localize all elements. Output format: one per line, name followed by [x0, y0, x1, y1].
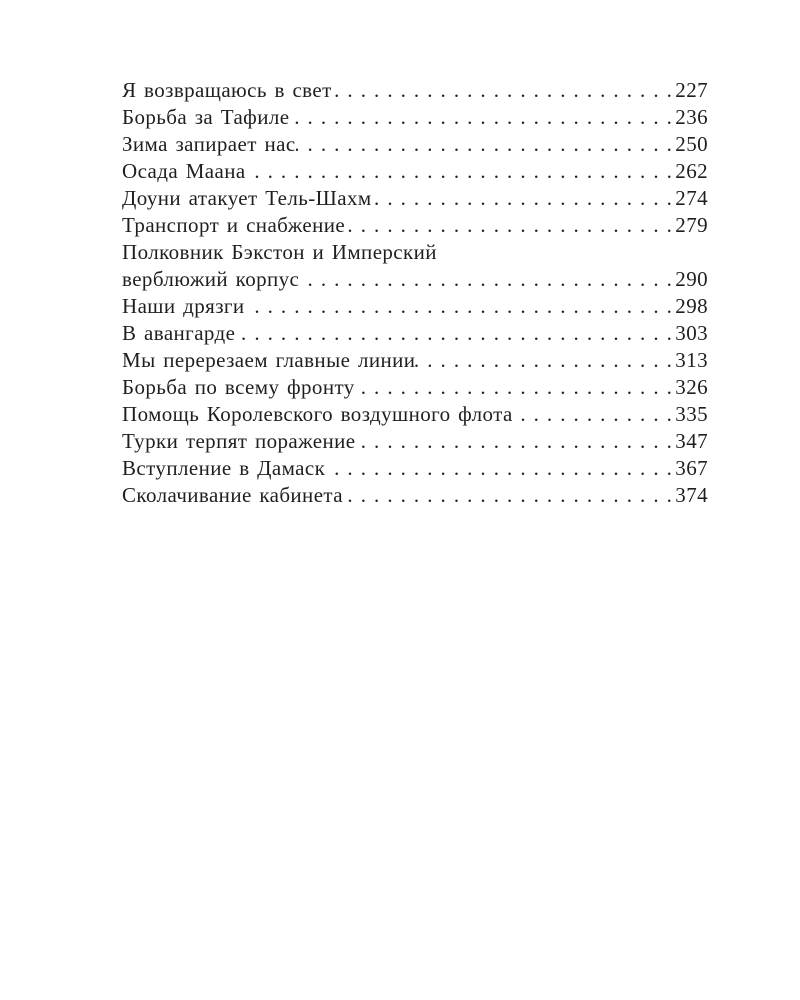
toc-entry-title: Наши дрязги [122, 294, 245, 318]
dot-leader [245, 293, 676, 320]
dot-leader [299, 266, 675, 293]
toc-entry [122, 374, 708, 401]
toc-entry-title: Транспорт и снабжение [122, 213, 346, 237]
toc-entry-title: Доуни атакует Тель-Шахм [122, 186, 372, 210]
toc-entry-title: Помощь Королевского воздушного флота [122, 402, 513, 426]
table-of-contents [122, 77, 708, 509]
toc-entry-title: Мы перерезаем главные линии [122, 348, 416, 372]
toc-entry-title: Вступление в Дамаск [122, 456, 326, 480]
toc-entry [122, 401, 708, 428]
toc-entry [122, 455, 708, 482]
dot-leader [325, 455, 675, 482]
toc-entry-page: 236 [675, 105, 708, 129]
dot-leader [289, 104, 675, 131]
dot-leader [246, 158, 676, 185]
dot-leader [345, 212, 675, 239]
dot-leader [415, 347, 675, 374]
toc-entry-page: 262 [675, 159, 708, 183]
toc-entry-page: 374 [675, 483, 708, 507]
dot-leader [296, 131, 676, 158]
toc-entry-title: Сколачивание кабинета [122, 483, 343, 507]
toc-entry-page: 250 [675, 132, 708, 156]
toc-entry [122, 212, 708, 239]
toc-entry [122, 428, 708, 455]
toc-entry [122, 158, 708, 185]
toc-entry-title: Я возвращаюсь в свет [122, 78, 332, 102]
dot-leader [343, 482, 675, 509]
toc-entry [122, 482, 708, 509]
toc-entry-title: Борьба по всему фронту [122, 375, 355, 399]
toc-entry-page: 326 [675, 375, 708, 399]
toc-entry-page: 298 [675, 294, 708, 318]
toc-entry-title: Борьба за Тафиле [122, 105, 290, 129]
toc-entry-page: 335 [675, 402, 708, 426]
toc-entry-line-2 [122, 266, 708, 293]
toc-entry [122, 347, 708, 374]
toc-entry [122, 104, 708, 131]
toc-entry-title: Зима запирает нас [122, 132, 296, 156]
dot-leader [332, 77, 676, 104]
toc-entry-line-1 [122, 239, 708, 266]
toc-entry-title: Осада Маана [122, 159, 246, 183]
dot-leader [513, 401, 676, 428]
toc-entry-page: 274 [675, 186, 708, 210]
toc-entry-title: Турки терпят поражение [122, 429, 356, 453]
toc-entry-page: 347 [675, 429, 708, 453]
toc-entry-page: 303 [675, 321, 708, 345]
toc-entry [122, 131, 708, 158]
dot-leader [235, 320, 675, 347]
toc-entry-page: 227 [675, 78, 708, 102]
toc-entry-title: Полковник Бэкстон и Имперский [122, 240, 437, 264]
toc-entry-title: В авангарде [122, 321, 236, 345]
toc-entry-page: 290 [675, 267, 708, 291]
toc-entry-page: 279 [675, 213, 708, 237]
toc-entry-page: 313 [675, 348, 708, 372]
dot-leader [372, 185, 676, 212]
toc-entry [122, 185, 708, 212]
toc-entry [122, 320, 708, 347]
dot-leader [356, 428, 676, 455]
dot-leader [355, 374, 676, 401]
toc-entry-page: 367 [675, 456, 708, 480]
toc-entry [122, 77, 708, 104]
toc-entry [122, 293, 708, 320]
toc-entry-title: верблюжий корпус [122, 267, 300, 291]
